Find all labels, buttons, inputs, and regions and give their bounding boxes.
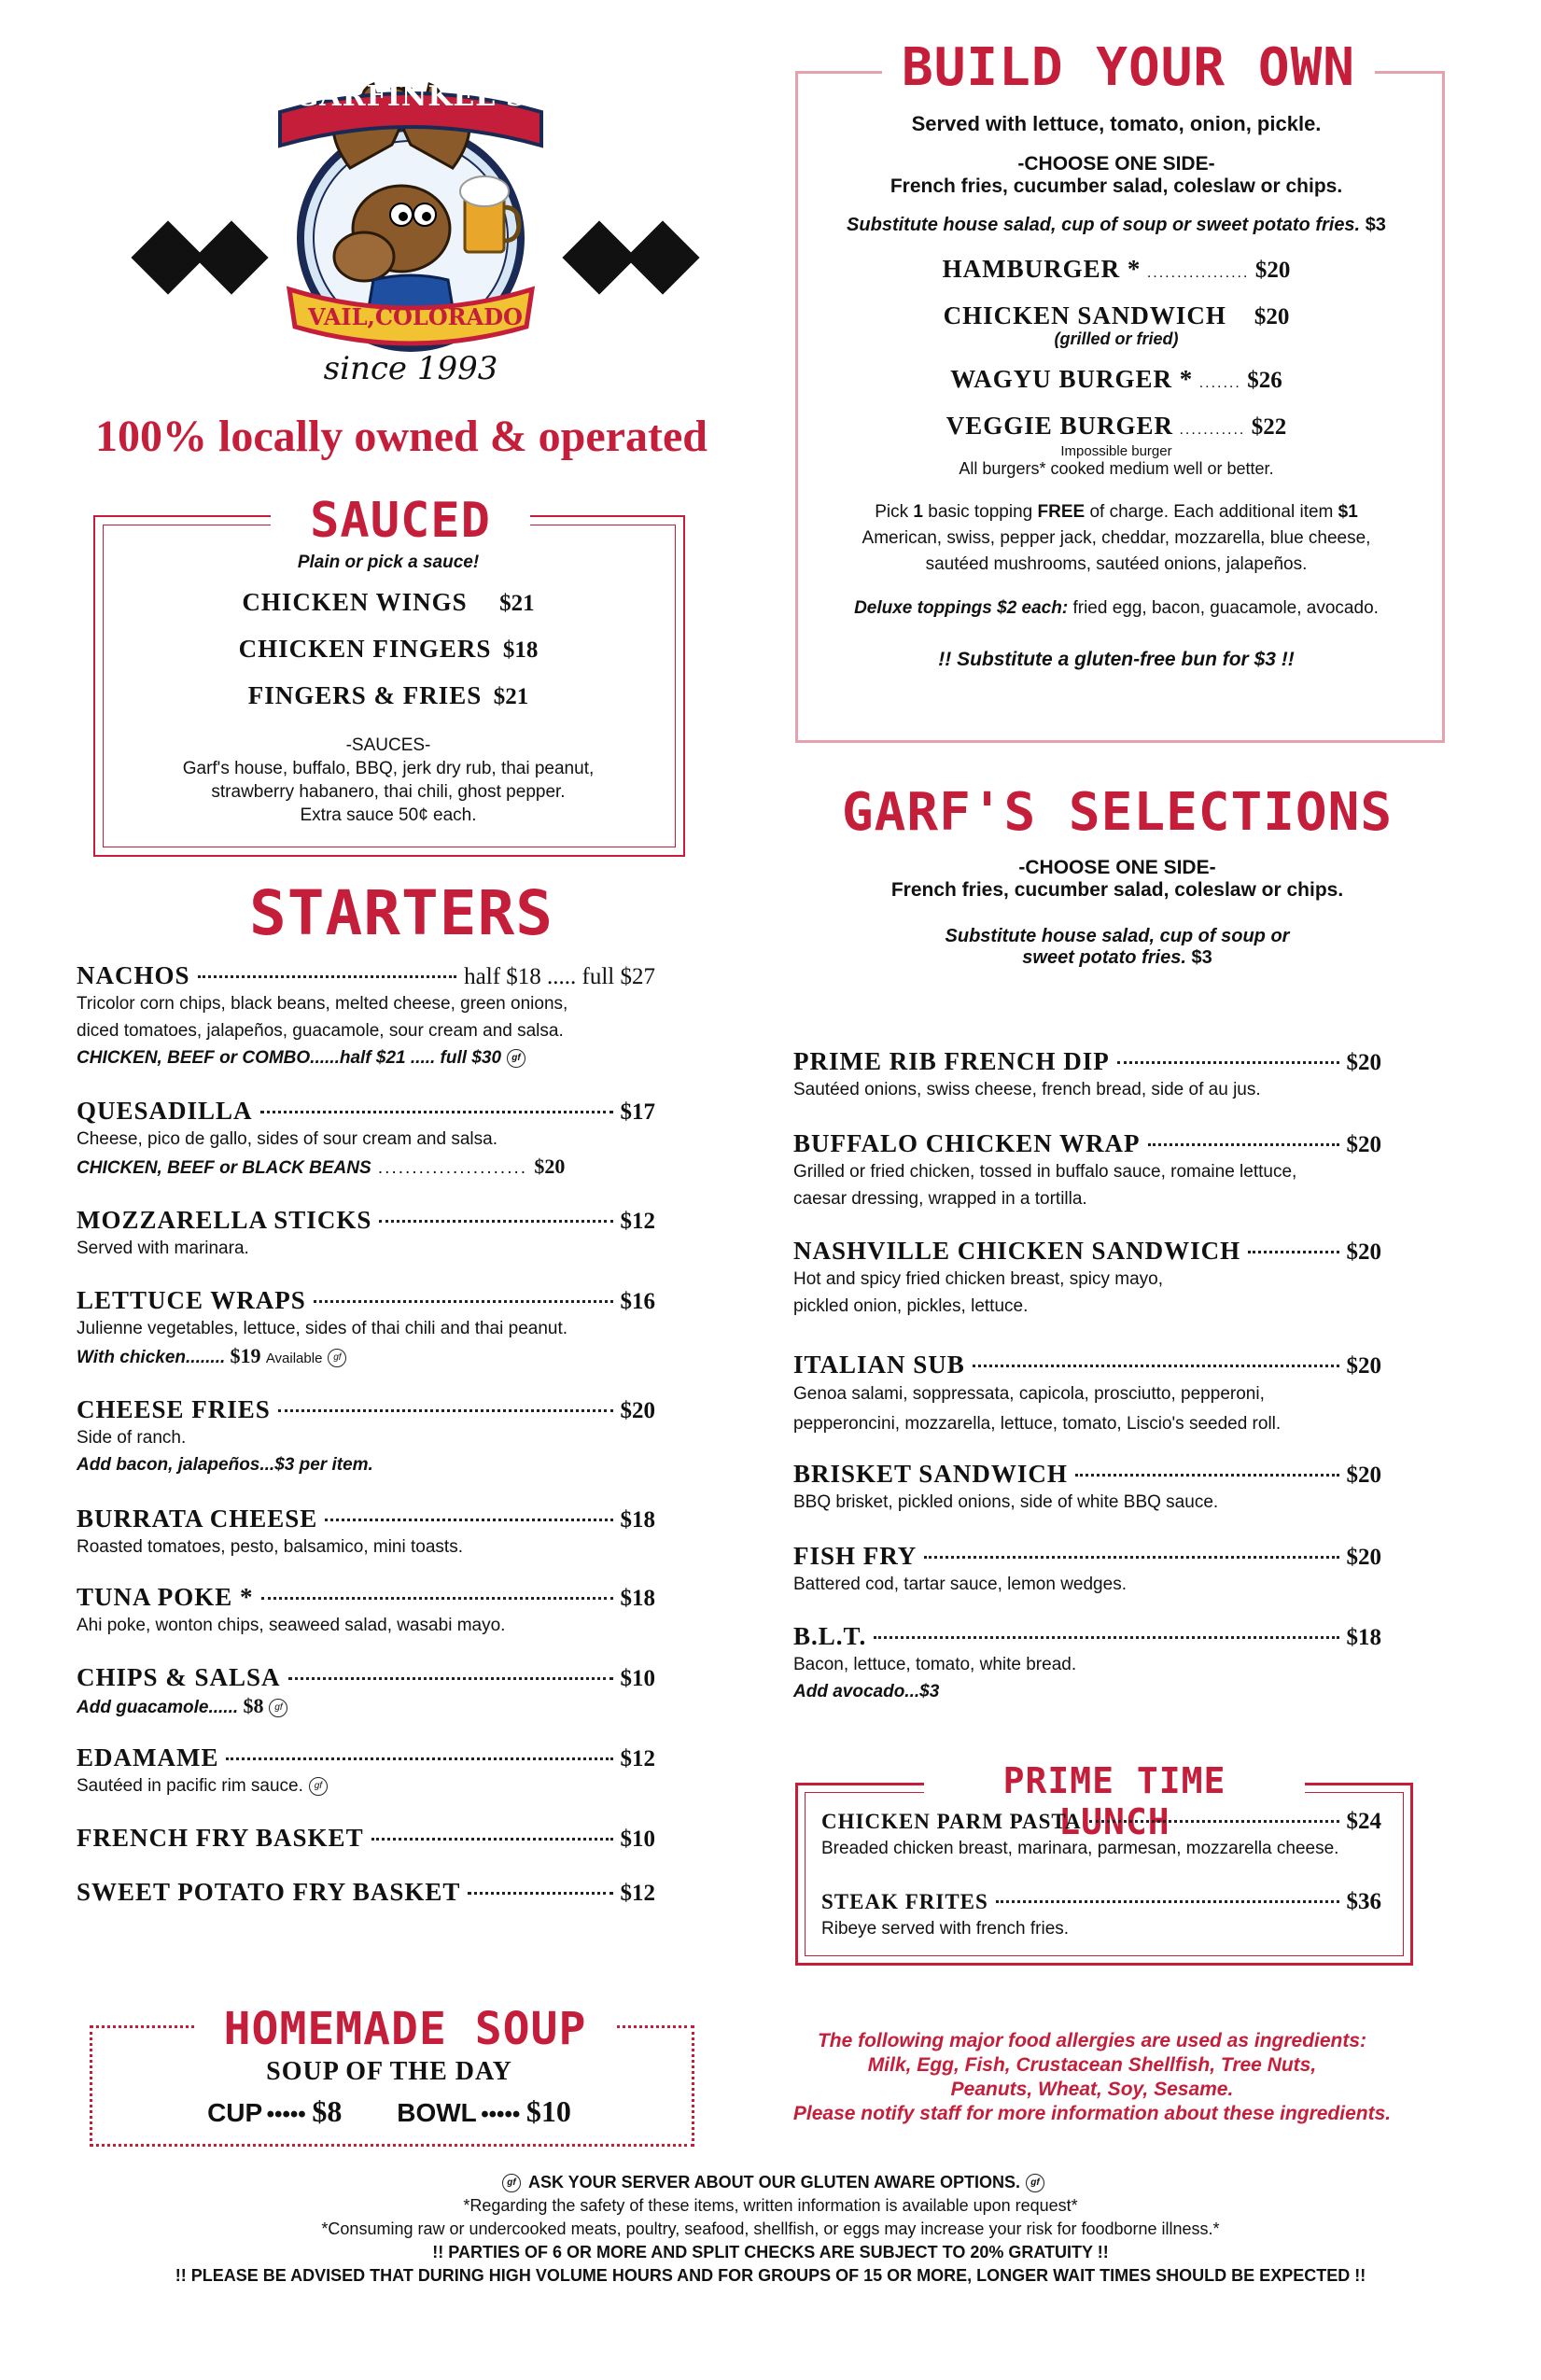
starters-list xyxy=(77,961,655,1925)
leader-dots xyxy=(325,1519,612,1521)
starter-name: LETTUCE WRAPS xyxy=(77,1286,306,1314)
starter-item xyxy=(77,1878,655,1925)
starter-name: CHEESE FRIES xyxy=(77,1395,271,1423)
selection-price: $20 xyxy=(1346,1353,1381,1379)
starter-extra-text: Add guacamole...... xyxy=(77,1698,239,1717)
selections-side-options: French fries, cucumber salad, coleslaw or chips. xyxy=(890,879,1344,901)
starter-extra xyxy=(77,1044,655,1071)
logo-since: since 1993 xyxy=(323,350,498,387)
selection-item xyxy=(793,1622,1381,1725)
leader-dots xyxy=(468,1892,612,1895)
selection-name: BUFFALO CHICKEN WRAP xyxy=(793,1129,1141,1157)
selections-substitute-text: sweet potato fries. xyxy=(1022,947,1186,968)
gluten-free-icon: gf xyxy=(507,1049,525,1068)
prime-item-name: STEAK FRITES xyxy=(821,1890,988,1913)
build-substitute xyxy=(799,215,1434,236)
prime-item-desc: Breaded chicken breast, marinara, parmesan, mozzarella cheese. xyxy=(821,1839,1339,1858)
topping-text: $1 xyxy=(1338,502,1358,522)
gluten-free-icon: gf xyxy=(502,2174,521,2192)
starter-item xyxy=(77,961,655,1097)
selection-price: $18 xyxy=(1346,1625,1381,1650)
build-substitute-price: $3 xyxy=(1365,215,1386,235)
sauced-list xyxy=(103,588,674,728)
build-item-name: WAGYU BURGER * xyxy=(950,365,1194,393)
sauced-item xyxy=(103,681,674,728)
selection-desc: BBQ brisket, pickled onions, side of white BBQ sauce. xyxy=(793,1492,1219,1512)
diamond-icon xyxy=(194,220,268,294)
starter-price: $18 xyxy=(620,1507,655,1533)
selection-name: B.L.T. xyxy=(793,1622,867,1650)
leader-dots xyxy=(288,1677,613,1680)
starter-price: $18 xyxy=(620,1586,655,1611)
selection-name: ITALIAN SUB xyxy=(793,1351,965,1379)
topping-text: FREE xyxy=(1037,502,1086,522)
build-deluxe-list: fried egg, bacon, guacamole, avocado. xyxy=(1072,598,1379,618)
logo-banner: VAIL,COLORADO xyxy=(308,303,523,330)
starter-extra-price: $20 xyxy=(534,1155,566,1178)
build-cooked: All burgers* cooked medium well or better. xyxy=(959,459,1274,478)
build-content xyxy=(799,112,1434,671)
build-gluten-free: !! Substitute a gluten-free bun for $3 !! xyxy=(938,649,1295,670)
starter-name: TUNA POKE * xyxy=(77,1583,254,1611)
starter-name: EDAMAME xyxy=(77,1743,219,1771)
starter-price: half $18 ..... full $27 xyxy=(464,964,655,989)
selection-price: $20 xyxy=(1346,1132,1381,1157)
prime-item-price: $24 xyxy=(1346,1809,1381,1834)
starter-price: $17 xyxy=(620,1099,655,1125)
starter-item xyxy=(77,1583,655,1663)
footer-gf-text: ASK YOUR SERVER ABOUT OUR GLUTEN AWARE OPTIONS. xyxy=(527,2173,1021,2191)
build-item-price: $22 xyxy=(1251,414,1287,440)
gluten-free-icon: gf xyxy=(1026,2174,1044,2192)
build-served: Served with lettuce, tomato, onion, pickle. xyxy=(911,112,1322,135)
leader-dots xyxy=(261,1597,613,1600)
starter-desc xyxy=(77,1772,655,1799)
selection-extra: Add avocado...$3 xyxy=(793,1682,940,1701)
starter-name: BURRATA CHEESE xyxy=(77,1505,318,1533)
build-item-price: $20 xyxy=(1254,258,1291,283)
selection-item xyxy=(793,1542,1381,1622)
leader-dots xyxy=(1148,1143,1339,1146)
prime-time-title: PRIME TIME LUNCH xyxy=(924,1760,1305,1842)
starter-price: $20 xyxy=(620,1398,655,1423)
starter-name: SWEET POTATO FRY BASKET xyxy=(77,1878,461,1906)
selection-name: BRISKET SANDWICH xyxy=(793,1460,1068,1488)
sauces-heading: -SAUCES- xyxy=(345,735,431,755)
starter-price: $16 xyxy=(620,1289,655,1314)
starter-name: QUESADILLA xyxy=(77,1097,253,1125)
starter-extra xyxy=(77,1342,655,1372)
logo xyxy=(261,56,560,392)
selections-substitute: Substitute house salad, cup of soup or xyxy=(945,926,1290,946)
starter-extra-text: CHICKEN, BEEF or BLACK BEANS xyxy=(77,1158,371,1178)
leader-dots xyxy=(1075,1474,1339,1477)
selection-desc: caesar dressing, wrapped in a tortilla. xyxy=(793,1189,1087,1209)
selection-desc: pepperoncini, mozzarella, lettuce, tomato, Liscio's seeded roll. xyxy=(793,1414,1282,1434)
selection-item xyxy=(793,1129,1381,1237)
starter-price: $12 xyxy=(620,1881,655,1906)
starter-extra: Add bacon, jalapeños...$3 per item. xyxy=(77,1455,373,1475)
leader-dots xyxy=(198,975,457,978)
starter-desc: Tricolor corn chips, black beans, melted cheese, green onions, xyxy=(77,994,568,1014)
starter-desc: Served with marinara. xyxy=(77,1239,249,1258)
sauced-item-name: CHICKEN WINGS xyxy=(242,588,468,616)
starter-item xyxy=(77,1395,655,1505)
selection-price: $20 xyxy=(1346,1545,1381,1570)
topping-text: Pick xyxy=(875,502,914,522)
logo-name: GARFINKEL'S xyxy=(294,80,527,113)
selection-desc: Hot and spicy fried chicken breast, spicy mayo, xyxy=(793,1269,1164,1289)
soup-prices: CUP ••••• $8 BOWL ••••• $10 xyxy=(207,2094,571,2128)
selection-name: FISH FRY xyxy=(793,1542,918,1570)
build-item: WAGYU BURGER * ....... $26 xyxy=(950,365,1282,393)
prime-item xyxy=(821,1809,1381,1889)
build-item-price: $26 xyxy=(1247,368,1282,393)
leader-dots xyxy=(1089,1820,1339,1823)
selection-desc: pickled onion, pickles, lettuce. xyxy=(793,1296,1029,1316)
allergy-line: Milk, Egg, Fish, Crustacean Shellfish, Tree Nuts, xyxy=(867,2054,1317,2076)
gluten-free-icon: gf xyxy=(328,1349,346,1367)
starter-extra-price: $8 xyxy=(243,1694,264,1717)
prime-item xyxy=(821,1889,1381,1942)
selection-name: PRIME RIB FRENCH DIP xyxy=(793,1047,1110,1075)
selections-title: GARF'S SELECTIONS xyxy=(841,782,1394,843)
build-item-note: (grilled or fried) xyxy=(1054,329,1179,348)
starter-extra xyxy=(77,1692,655,1721)
soup-bowl-label: BOWL xyxy=(397,2098,477,2127)
leader-dots xyxy=(278,1409,613,1412)
selection-item xyxy=(793,1460,1381,1542)
build-item-note: Impossible burger xyxy=(1060,443,1172,459)
leader-dots xyxy=(973,1365,1339,1367)
build-item-price: $20 xyxy=(1254,304,1290,329)
starter-item xyxy=(77,1505,655,1583)
allergy-line: Peanuts, Wheat, Soy, Sesame. xyxy=(950,2079,1234,2100)
starter-desc: Ahi poke, wonton chips, seaweed salad, wasabi mayo. xyxy=(77,1616,506,1635)
prime-item-price: $36 xyxy=(1346,1889,1381,1914)
leader-dots xyxy=(996,1900,1339,1903)
sauced-item-price: $21 xyxy=(499,591,535,616)
starter-desc: diced tomatoes, jalapeños, guacamole, sour cream and salsa. xyxy=(77,1021,564,1041)
footer-advised: !! PLEASE BE ADVISED THAT DURING HIGH VOLUME HOURS AND FOR GROUPS OF 15 OR MORE, LONGER WAIT TIMES SHOULD BE EXPECTED !! xyxy=(175,2266,1366,2285)
gluten-free-icon: gf xyxy=(269,1699,287,1717)
allergy-line: Please notify staff for more information about these ingredients. xyxy=(792,2103,1392,2124)
starter-price: $10 xyxy=(620,1827,655,1852)
selection-desc: Sautéed onions, swiss cheese, french bread, side of au jus. xyxy=(793,1080,1261,1099)
prime-item-name: CHICKEN PARM PASTA xyxy=(821,1810,1082,1833)
build-item-name: VEGGIE BURGER xyxy=(946,412,1173,440)
sauces-line: Garf's house, buffalo, BBQ, jerk dry rub, thai peanut, xyxy=(182,759,595,778)
selections-substitute xyxy=(795,947,1439,969)
selection-item xyxy=(793,1047,1381,1129)
starters-title: STARTERS xyxy=(249,877,553,949)
selection-name: NASHVILLE CHICKEN SANDWICH xyxy=(793,1237,1241,1265)
starter-item xyxy=(77,1097,655,1206)
sauced-title: SAUCED xyxy=(271,493,530,549)
sauced-item-price: $18 xyxy=(502,637,539,663)
footer-safety: *Regarding the safety of these items, written information is available upon request* xyxy=(463,2196,1078,2215)
build-item: VEGGIE BURGER ........... $22 xyxy=(946,412,1287,440)
starter-item xyxy=(77,1743,655,1824)
starter-extra: CHICKEN, BEEF or BLACK BEANS ...................... $20 xyxy=(77,1155,566,1178)
starter-extra-note: Available xyxy=(265,1351,323,1366)
leader-dots xyxy=(1248,1251,1338,1253)
leader-dots xyxy=(379,1220,612,1223)
sauced-item xyxy=(103,635,674,681)
sauces-info xyxy=(103,734,674,827)
sauced-item xyxy=(103,588,674,635)
starter-item xyxy=(77,1663,655,1743)
leader-dots xyxy=(260,1111,613,1113)
prime-item-desc: Ribeye served with french fries. xyxy=(821,1919,1070,1939)
sauces-line: Extra sauce 50¢ each. xyxy=(300,805,477,825)
soup-title: HOMEMADE SOUP xyxy=(196,2003,614,2055)
starter-desc: Julienne vegetables, lettuce, sides of thai chili and thai peanut. xyxy=(77,1319,568,1338)
build-item: HAMBURGER * ................. $20 xyxy=(942,255,1291,283)
footer-consuming: *Consuming raw or undercooked meats, poultry, seafood, shellfish, or eggs may increase your risk for foodborne illness.* xyxy=(321,2219,1220,2238)
starter-name: NACHOS xyxy=(77,961,190,989)
leader-dots xyxy=(874,1636,1338,1639)
starter-desc: Side of ranch. xyxy=(77,1428,187,1448)
leader-dots xyxy=(371,1838,613,1841)
build-toppings-list: American, swiss, pepper jack, cheddar, mozzarella, blue cheese, xyxy=(862,528,1371,548)
starter-extra-text: With chicken........ xyxy=(77,1348,226,1367)
selection-price: $20 xyxy=(1346,1463,1381,1488)
tagline: 100% locally owned & operated xyxy=(95,412,707,461)
allergy-notice xyxy=(775,2029,1409,2126)
starter-item xyxy=(77,1824,655,1878)
build-side-options: French fries, cucumber salad, coleslaw or chips. xyxy=(890,175,1343,197)
selections-list xyxy=(793,1047,1381,1725)
starter-item xyxy=(77,1206,655,1286)
build-deluxe xyxy=(799,598,1434,619)
leader-dots xyxy=(924,1556,1338,1559)
topping-text: 1 xyxy=(913,502,923,522)
leader-dots xyxy=(1117,1061,1339,1064)
sauced-item-name: CHICKEN FINGERS xyxy=(238,635,492,663)
footer-gf xyxy=(37,2171,1504,2194)
soup-cup-label: CUP xyxy=(207,2098,263,2127)
sauced-item-name: FINGERS & FRIES xyxy=(247,681,483,709)
selection-desc: Genoa salami, soppressata, capicola, prosciutto, pepperoni, xyxy=(793,1384,1265,1404)
build-item-name: HAMBURGER * xyxy=(942,255,1142,283)
soup-bowl-price: $10 xyxy=(525,2094,571,2128)
allergy-line: The following major food allergies are used as ingredients: xyxy=(817,2030,1367,2051)
footer xyxy=(37,2171,1504,2288)
build-deluxe-label: Deluxe toppings $2 each: xyxy=(854,598,1069,618)
leader-dots xyxy=(226,1757,612,1760)
starter-name: CHIPS & SALSA xyxy=(77,1663,281,1691)
starter-name: FRENCH FRY BASKET xyxy=(77,1824,364,1852)
build-side-heading: -CHOOSE ONE SIDE- xyxy=(1017,153,1215,175)
selection-desc: Grilled or fried chicken, tossed in buffalo sauce, romaine lettuce, xyxy=(793,1162,1297,1182)
soup-cup-price: $8 xyxy=(312,2094,343,2128)
starter-desc-text: Sautéed in pacific rim sauce. xyxy=(77,1776,303,1796)
leader-dots xyxy=(314,1300,613,1303)
starter-name: MOZZARELLA STICKS xyxy=(77,1206,372,1234)
build-toppings xyxy=(799,499,1434,525)
selection-desc: Battered cod, tartar sauce, lemon wedges. xyxy=(793,1575,1127,1594)
starter-price: $12 xyxy=(620,1209,655,1234)
selection-desc: Bacon, lettuce, tomato, white bread. xyxy=(793,1655,1077,1674)
soup-subtitle: SOUP OF THE DAY xyxy=(266,2057,512,2086)
sauced-item-price: $21 xyxy=(493,684,529,709)
sauces-line: strawberry habanero, thai chili, ghost pepper. xyxy=(211,782,566,802)
starter-desc: Cheese, pico de gallo, sides of sour cream and salsa. xyxy=(77,1129,497,1149)
starter-price: $12 xyxy=(620,1746,655,1771)
starter-price: $10 xyxy=(620,1666,655,1691)
topping-text: of charge. Each additional item xyxy=(1085,502,1338,522)
selection-price: $20 xyxy=(1346,1050,1381,1075)
selections-side-heading: -CHOOSE ONE SIDE- xyxy=(1018,857,1216,878)
topping-text: basic topping xyxy=(922,502,1038,522)
selection-item xyxy=(793,1351,1381,1460)
footer-parties: !! PARTIES OF 6 OR MORE AND SPLIT CHECKS ARE SUBJECT TO 20% GRATUITY !! xyxy=(432,2243,1109,2261)
starter-extra-price: $19 xyxy=(230,1344,261,1367)
build-title: BUILD YOUR OWN xyxy=(882,37,1375,98)
sauced-subtitle: Plain or pick a sauce! xyxy=(297,553,480,572)
starter-extra-text: CHICKEN, BEEF or COMBO......half $21 ..... full $30 xyxy=(77,1048,502,1068)
build-toppings-list: sautéed mushrooms, sautéed onions, jalapeños. xyxy=(925,554,1308,574)
selections-intro xyxy=(795,857,1439,969)
selection-price: $20 xyxy=(1346,1239,1381,1265)
selections-substitute-price: $3 xyxy=(1191,947,1212,968)
build-item-name: CHICKEN SANDWICH xyxy=(943,301,1226,329)
prime-time-list xyxy=(821,1809,1381,1942)
build-substitute-text: Substitute house salad, cup of soup or sweet potato fries. xyxy=(847,215,1361,235)
diamond-icon xyxy=(625,220,699,294)
selection-item xyxy=(793,1237,1381,1351)
build-item xyxy=(799,301,1434,329)
starter-desc: Roasted tomatoes, pesto, balsamico, mini toasts. xyxy=(77,1537,463,1557)
gluten-free-icon: gf xyxy=(309,1777,328,1796)
starter-item xyxy=(77,1286,655,1395)
